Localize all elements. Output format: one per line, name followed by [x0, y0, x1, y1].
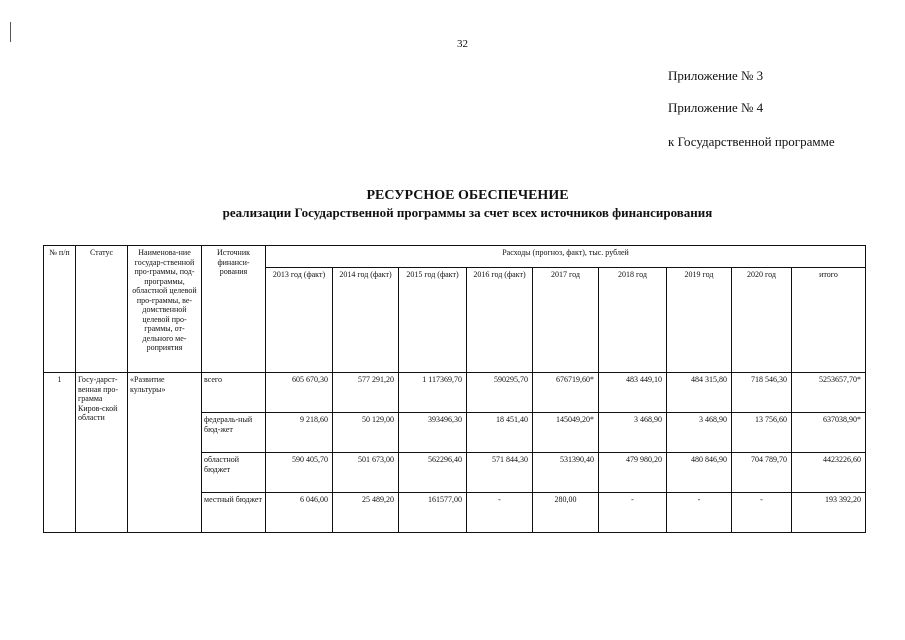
value-cell: 637038,90*	[792, 413, 866, 453]
document-subtitle: реализации Государственной программы за счет всех источников финансирования	[222, 205, 713, 220]
value-cell: 590 405,70	[266, 453, 333, 493]
value-cell: 25 489,20	[333, 493, 399, 533]
header-source: Источник финанси-рования	[202, 246, 266, 373]
value-cell: 6 046,00	[266, 493, 333, 533]
header-year-2020: 2020 год	[732, 268, 792, 373]
value-cell: 9 218,60	[266, 413, 333, 453]
value-cell: 605 670,30	[266, 373, 333, 413]
value-cell: 50 129,00	[333, 413, 399, 453]
row-status: Госу-дарст-венная про-грамма Киров-ской области	[76, 373, 128, 533]
source-federal: федераль-ный бюд-жет	[202, 413, 266, 453]
appendix-line-1: Приложение № 3	[668, 68, 764, 83]
value-cell: 571 844,30	[467, 453, 533, 493]
value-cell: 193 392,20	[792, 493, 866, 533]
appendix-line-3: к Государственной программе	[668, 134, 835, 149]
row-num: 1	[44, 373, 76, 533]
header-year-2019: 2019 год	[667, 268, 732, 373]
source-total: всего	[202, 373, 266, 413]
value-cell: 4423226,60	[792, 453, 866, 493]
value-cell: -	[599, 493, 667, 533]
value-cell: 479 980,20	[599, 453, 667, 493]
source-local: местный бюджет	[202, 493, 266, 533]
header-year-2018: 2018 год	[599, 268, 667, 373]
value-cell: -	[467, 493, 533, 533]
value-cell: 704 789,70	[732, 453, 792, 493]
source-regional: областной бюджет	[202, 453, 266, 493]
value-cell: -	[732, 493, 792, 533]
value-cell: 480 846,90	[667, 453, 732, 493]
header-year-2013: 2013 год (факт)	[266, 268, 333, 373]
value-cell: 393496,30	[399, 413, 467, 453]
document-title: РЕСУРСНОЕ ОБЕСПЕЧЕНИЕ	[366, 188, 569, 203]
value-cell: 18 451,40	[467, 413, 533, 453]
header-expenses: Расходы (прогноз, факт), тыс. рублей	[266, 246, 866, 268]
header-status: Статус	[76, 246, 128, 373]
value-cell: 531390,40	[533, 453, 599, 493]
value-cell: 718 546,30	[732, 373, 792, 413]
value-cell: 676719,60*	[533, 373, 599, 413]
row-name: «Развитие культуры»	[128, 373, 202, 533]
value-cell: 577 291,20	[333, 373, 399, 413]
value-cell: 1 117369,70	[399, 373, 467, 413]
appendix-line-2: Приложение № 4	[668, 100, 764, 115]
value-cell: 280,00	[533, 493, 599, 533]
value-cell: 484 315,80	[667, 373, 732, 413]
value-cell: 161577,00	[399, 493, 467, 533]
value-cell: -	[667, 493, 732, 533]
header-year-2017: 2017 год	[533, 268, 599, 373]
value-cell: 13 756,60	[732, 413, 792, 453]
header-year-2016: 2016 год (факт)	[467, 268, 533, 373]
header-num: № п/п	[44, 246, 76, 373]
value-cell: 501 673,00	[333, 453, 399, 493]
header-year-2014: 2014 год (факт)	[333, 268, 399, 373]
value-cell: 590295,70	[467, 373, 533, 413]
value-cell: 145049,20*	[533, 413, 599, 453]
page-number: 32	[457, 38, 468, 50]
value-cell: 5253657,70*	[792, 373, 866, 413]
resource-table	[43, 245, 866, 533]
header-year-2015: 2015 год (факт)	[399, 268, 467, 373]
value-cell: 3 468,90	[667, 413, 732, 453]
value-cell: 562296,40	[399, 453, 467, 493]
header-total: итого	[792, 268, 866, 373]
header-name: Наименова-ние государ-ственной про-граммы, под-программы, областной целевой про-граммы, ве-домственной целевой про-граммы, от-дельного ме-роприятия	[128, 246, 202, 373]
value-cell: 483 449,10	[599, 373, 667, 413]
value-cell: 3 468,90	[599, 413, 667, 453]
